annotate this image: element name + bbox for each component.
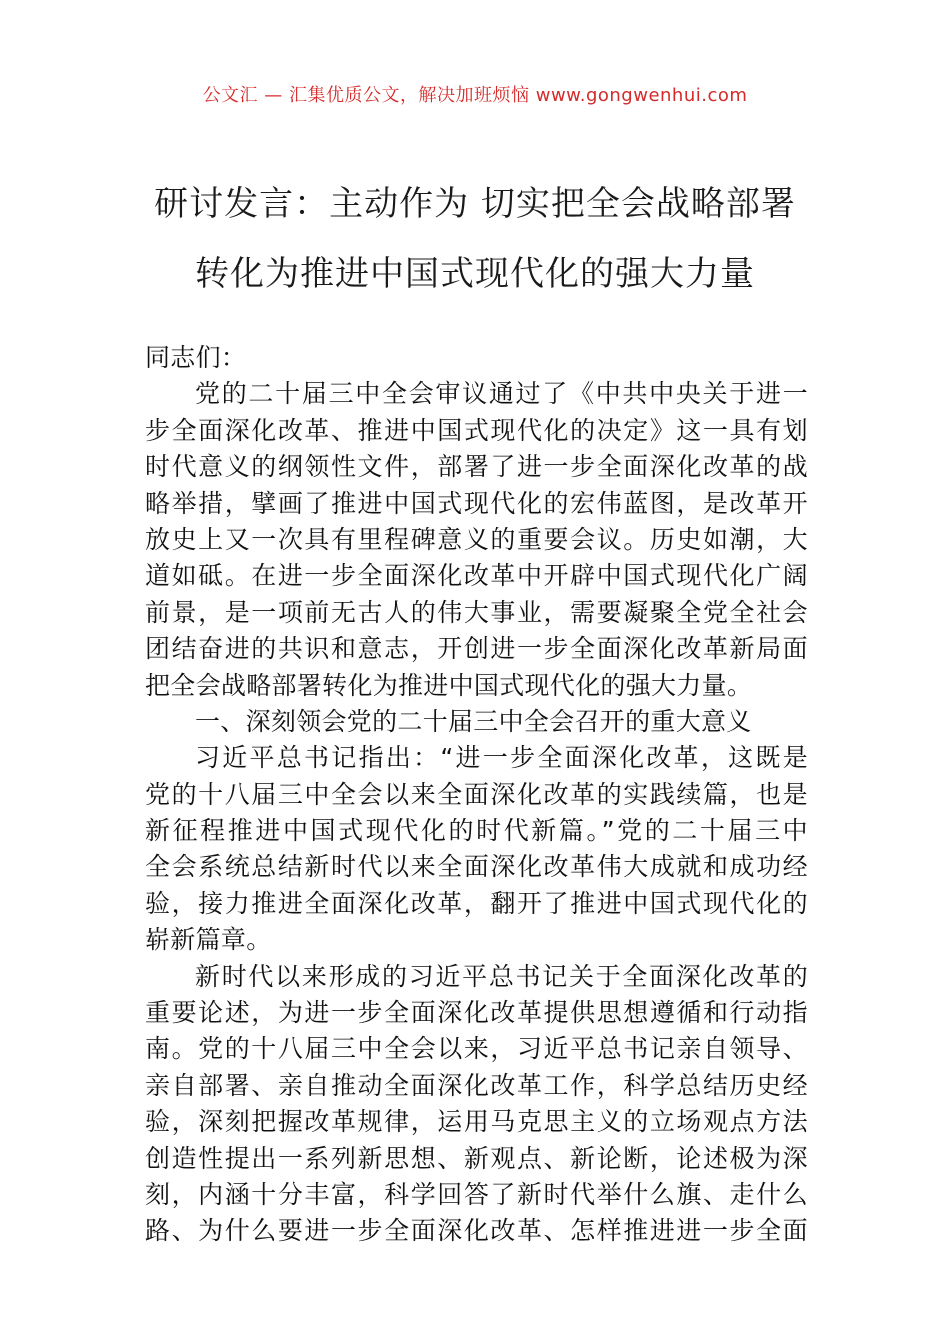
paragraph-line: 前景，是一项前无古人的伟大事业，需要凝聚全党全社会 [145, 597, 808, 627]
paragraph-line: 把全会战略部署转化为推进中国式现代化的强大力量。 [145, 670, 753, 700]
paragraph-line: 验，接力推进全面深化改革，翻开了推进中国式现代化的 [145, 888, 808, 918]
paragraph-line: 放史上又一次具有里程碑意义的重要会议。历史如潮，大 [145, 524, 808, 554]
paragraph-line: 全会系统总结新时代以来全面深化改革伟大成就和成功经 [145, 852, 808, 882]
paragraph-line: 时代意义的纲领性文件，部署了进一步全面深化改革的战 [145, 452, 808, 482]
paragraph-line: 亲自部署、亲自推动全面深化改革工作，科学总结历史经 [145, 1070, 808, 1100]
paragraph-line: 南。党的十八届三中全会以来，习近平总书记亲自领导、 [145, 1034, 808, 1064]
paragraph-line: 道如砥。在进一步全面深化改革中开辟中国式现代化广阔 [145, 561, 808, 591]
paragraph-line: 崭新篇章。 [145, 925, 272, 955]
page-title-line-2: 转化为推进中国式现代化的强大力量 [195, 254, 755, 294]
site-header-banner: 公文汇 — 汇集优质公文，解决加班烦恼 www.gongwenhui.com [202, 85, 748, 106]
paragraph-line: 刻，内涵十分丰富，科学回答了新时代举什么旗、走什么 [145, 1179, 808, 1209]
paragraph-line: 创造性提出一系列新思想、新观点、新论断，论述极为深 [145, 1143, 808, 1173]
paragraph-line: 新时代以来形成的习近平总书记关于全面深化改革的 [195, 961, 808, 991]
paragraph-line: 重要论述，为进一步全面深化改革提供思想遵循和行动指 [145, 998, 808, 1028]
paragraph-line: 党的十八届三中全会以来全面深化改革的实践续篇，也是 [145, 779, 808, 809]
page-title-line-1: 研讨发言：主动作为 切实把全会战略部署 [154, 184, 796, 224]
paragraph-line: 党的二十届三中全会审议通过了《中共中央关于进一 [195, 379, 808, 409]
paragraph-line: 步全面深化改革、推进中国式现代化的决定》这一具有划 [145, 415, 808, 445]
paragraph-line: 新征程推进中国式现代化的时代新篇。”党的二十届三中 [145, 816, 808, 846]
paragraph-line: 验，深刻把握改革规律，运用马克思主义的立场观点方法 [145, 1107, 808, 1137]
section-heading: 一、深刻领会党的二十届三中全会召开的重大意义 [195, 706, 752, 736]
document-body [145, 340, 808, 1250]
paragraph-line: 略举措，擘画了推进中国式现代化的宏伟蓝图，是改革开 [145, 488, 808, 518]
paragraph-line: 团结奋进的共识和意志，开创进一步全面深化改革新局面 [145, 634, 808, 664]
salutation: 同志们： [145, 343, 247, 372]
paragraph-line: 习近平总书记指出：“进一步全面深化改革，这既是 [195, 743, 808, 773]
paragraph-line: 路、为什么要进一步全面深化改革、怎样推进进一步全面 [145, 1216, 808, 1246]
